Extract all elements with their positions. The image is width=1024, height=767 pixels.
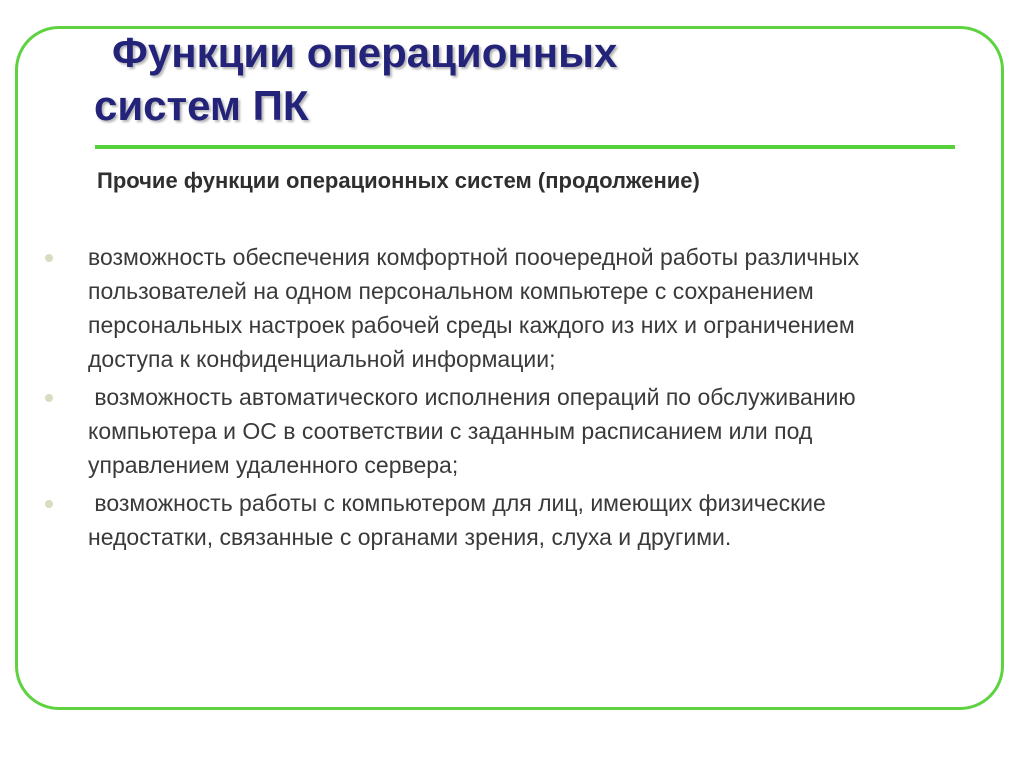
list-item-text: возможность работы с компьютером для лиц, имеющих физические недостатки, связанные с органами зрения, слуха и другими. [88, 490, 833, 550]
bullet-dot-icon [45, 394, 53, 402]
list-item [43, 380, 943, 482]
list-item-text: возможность обеспечения комфортной поочередной работы различных пользователей на одном персональном компьютере с сохранением персональных настроек рабочей среды каждого из них и ограничением доступа к конфиденциальной информации; [88, 244, 860, 372]
bullet-dot-icon [45, 254, 53, 262]
title-divider [95, 145, 955, 149]
bullet-list [43, 240, 943, 558]
list-item [43, 240, 943, 376]
list-item [43, 486, 943, 554]
title-line-1: Функции операционных [112, 29, 618, 76]
slide-subtitle: Прочие функции операционных систем (продолжение) [97, 168, 700, 193]
slide-title [94, 26, 617, 132]
list-item-text: возможность автоматического исполнения операций по обслуживанию компьютера и ОС в соответствии с заданным расписанием или под управлением удаленного сервера; [88, 384, 863, 478]
title-line-2: систем ПК [94, 82, 309, 129]
bullet-dot-icon [45, 500, 53, 508]
